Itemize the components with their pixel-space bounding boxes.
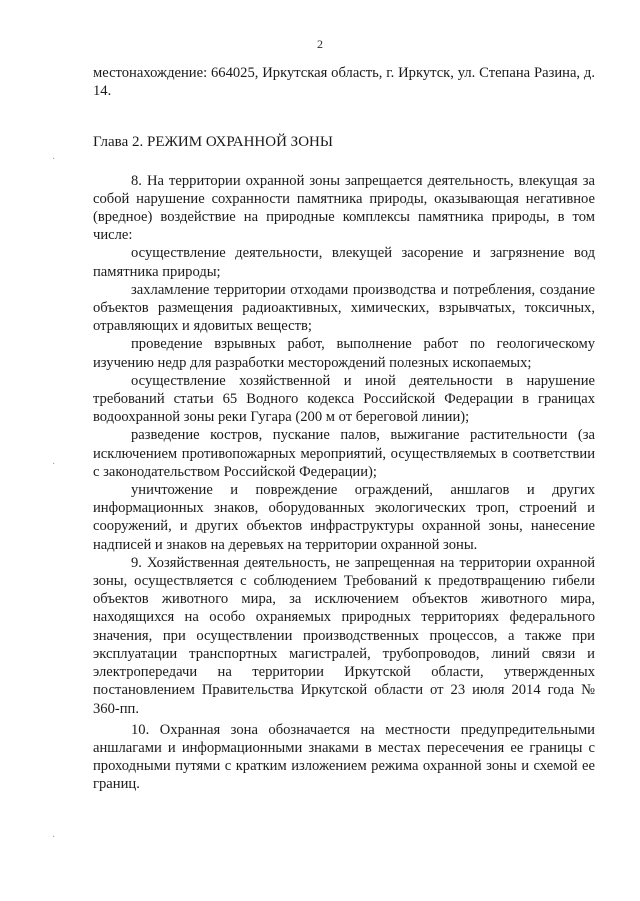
document-body: [93, 64, 595, 794]
address-continuation: местонахождение: 664025, Иркутская область, г. Иркутск, ул. Степана Разина, д. 14.: [93, 65, 595, 100]
margin-mark: ·: [52, 459, 56, 470]
paragraph-8: 8. На территории охранной зоны запрещается деятельность, влекущая за собой нарушение сохранности памятника природы, оказывающая негативное (вредное) воздействие на природные комплексы памятника природы, в том числе:: [93, 172, 595, 244]
page-number: 2: [317, 37, 323, 51]
list-item-water-code: осуществление хозяйственной и иной деятельности в нарушение требований статьи 65 Водного кодекса Российской Федерации в границах водоохранной зоны реки Гугара (200 м от береговой линии);: [93, 372, 595, 426]
chapter-title: Глава 2. РЕЖИМ ОХРАННОЙ ЗОНЫ: [93, 134, 333, 151]
list-item-vandalism: уничтожение и повреждение ограждений, аншлагов и других информационных знаков, оборудованных экологических троп, строений и сооружений, и других объектов инфраструктуры охранной зоны, нанесение надписей и знаков на деревьях на территории охранной зоны.: [93, 482, 595, 553]
list-item-water-pollution: осуществление деятельности, влекущей засорение и загрязнение вод памятника природы;: [93, 245, 595, 280]
list-item-waste: захламление территории отходами производства и потребления, создание объектов размещения радиоактивных, химических, взрывчатых, токсичных, отравляющих и ядовитых веществ;: [93, 281, 595, 335]
paragraph-9: 9. Хозяйственная деятельность, не запрещенная на территории охранной зоны, осуществляется с соблюдением Требований к предотвращению гибели объектов животного мира, за исключением объектов животного мира, находящихся на особо охраняемых природных территориях федерального значения, при осуществлении производственных процессов, а также при эксплуатации транспортных магистралей, трубопроводов, линий связи и электропередачи на территории Иркутской области, утвержденных постановлением Правительства Иркутской области от 23 июля 2014 года № 360-пп.: [93, 554, 595, 717]
margin-mark: ·: [52, 832, 56, 843]
paragraph-10: 10. Охранная зона обозначается на местности предупредительными аншлагами и информационными знаками в местах пересечения ее границы с проходными путями с кратким изложением режима охранной зоны и схемой ее границ.: [93, 721, 595, 793]
margin-mark: ·: [52, 154, 56, 165]
list-item-blasting: проведение взрывных работ, выполнение работ по геологическому изучению недр для разработки месторождений полезных ископаемых;: [93, 336, 595, 371]
list-item-fires: разведение костров, пускание палов, выжигание растительности (за исключением противопожарных мероприятий, осуществляемых в соответствии с законодательством Российской Федерации);: [93, 427, 595, 480]
